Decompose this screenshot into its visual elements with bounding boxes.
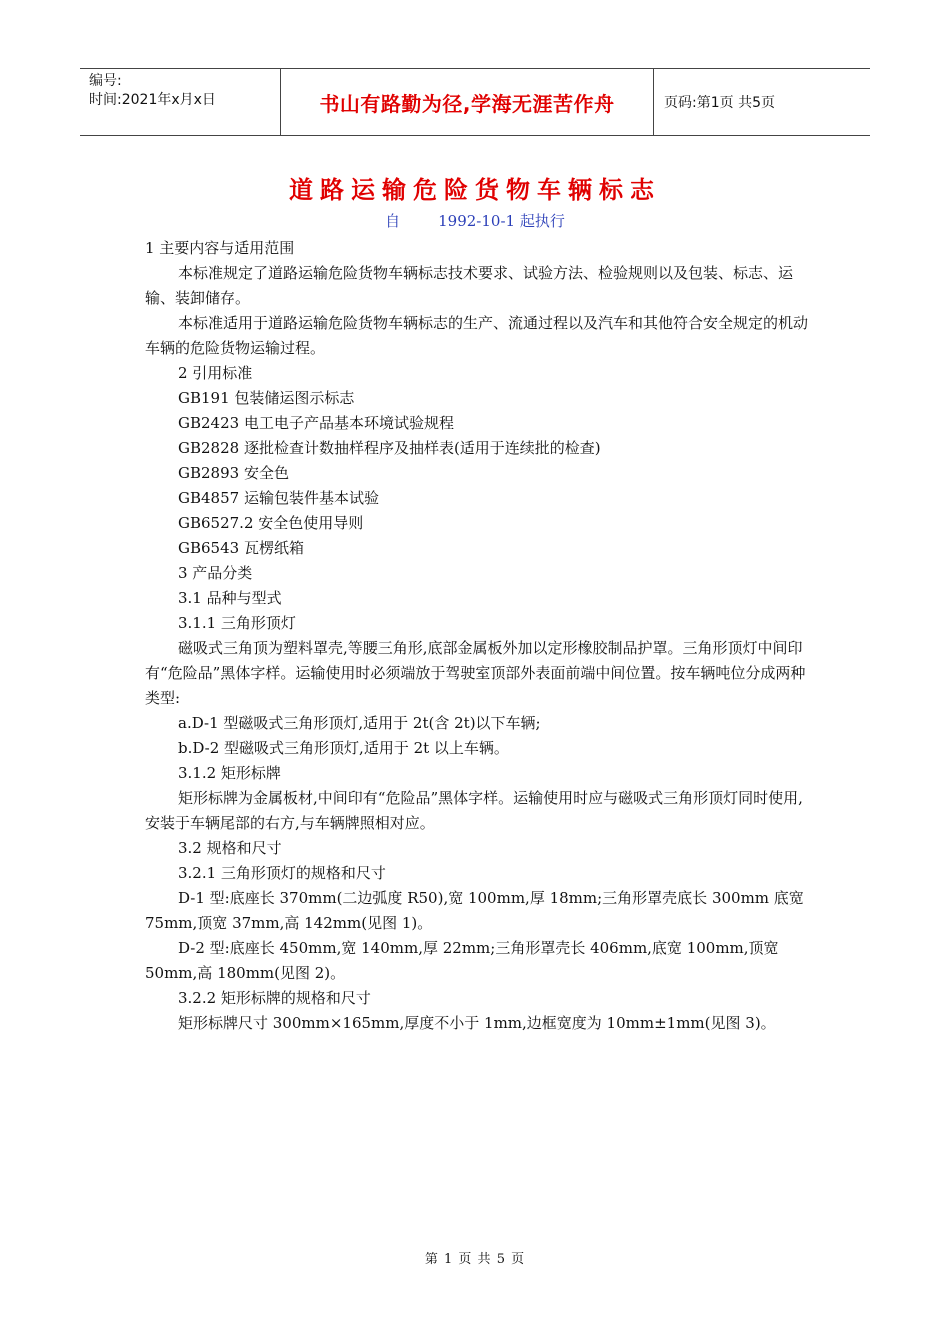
body-paragraph: b.D-2 型磁吸式三角形顶灯,适用于 2t 以上车辆。 xyxy=(178,739,509,757)
header-meta xyxy=(80,69,281,135)
body-paragraph: 3.1.2 矩形标牌 xyxy=(178,764,281,782)
body-paragraph: 3.1 品种与型式 xyxy=(178,589,282,607)
body-paragraph: GB6527.2 安全色使用导则 xyxy=(178,514,364,532)
body-paragraph: GB4857 运输包装件基本试验 xyxy=(178,489,379,507)
document-body xyxy=(145,236,810,1036)
body-paragraph: GB2423 电工电子产品基本环境试验规程 xyxy=(178,414,454,432)
body-paragraph: 3.2.2 矩形标牌的规格和尺寸 xyxy=(178,989,371,1007)
body-paragraph: GB2828 逐批检查计数抽样程序及抽样表(适用于连续批的检查) xyxy=(178,439,601,457)
document-title: 道路运输危险货物车辆标志 xyxy=(289,176,661,204)
header-motto: 书山有路勤为径,学海无涯苦作舟 xyxy=(281,69,654,135)
body-paragraph: 本标准规定了道路运输危险货物车辆标志技术要求、试验方法、检验规则以及包装、标志、运输、装卸储存。 xyxy=(145,264,794,307)
body-paragraph: 3.2.1 三角形顶灯的规格和尺寸 xyxy=(178,864,386,882)
body-paragraph: 1 主要内容与适用范围 xyxy=(145,239,295,257)
page-footer: 第 1 页 共 5 页 xyxy=(424,1252,526,1267)
body-paragraph: D-1 型:底座长 370mm(二边弧度 R50),宽 100mm,厚 18mm;三角形罩壳底长 300mm 底宽 75mm,顶宽 37mm,高 142mm(见图 1)。 xyxy=(145,889,804,932)
body-paragraph: GB2893 安全色 xyxy=(178,464,289,482)
document-number-label: 编号: xyxy=(89,73,122,89)
body-paragraph: 2 引用标准 xyxy=(178,364,253,382)
body-paragraph: GB6543 瓦楞纸箱 xyxy=(178,539,304,557)
body-paragraph: GB191 包装储运图示标志 xyxy=(178,389,355,407)
document-date: 时间:2021年x月x日 xyxy=(89,92,216,108)
body-paragraph: 本标准适用于道路运输危险货物车辆标志的生产、流通过程以及汽车和其他符合安全规定的机动车辆的危险货物运输过程。 xyxy=(145,314,809,357)
body-paragraph: D-2 型:底座长 450mm,宽 140mm,厚 22mm;三角形罩壳长 406mm,底宽 100mm,顶宽 50mm,高 180mm(见图 2)。 xyxy=(145,939,779,982)
page-header xyxy=(80,68,870,136)
body-paragraph: 磁吸式三角顶为塑料罩壳,等腰三角形,底部金属板外加以定形橡胶制品护罩。三角形顶灯中间印有“危险品”黑体字样。运输使用时必须端放于驾驶室顶部外表面前端中间位置。按车辆吨位分成两种类型: xyxy=(145,639,806,707)
body-paragraph: a.D-1 型磁吸式三角形顶灯,适用于 2t(含 2t)以下车辆; xyxy=(178,714,541,732)
effective-prefix: 自 xyxy=(385,212,401,230)
body-paragraph: 3.2 规格和尺寸 xyxy=(178,839,282,857)
body-paragraph: 3 产品分类 xyxy=(178,564,253,582)
body-paragraph: 3.1.1 三角形顶灯 xyxy=(178,614,296,632)
effective-date: 1992-10-1 xyxy=(438,212,516,230)
body-paragraph: 矩形标牌尺寸 300mm×165mm,厚度不小于 1mm,边框宽度为 10mm±1mm(见图 3)。 xyxy=(178,1014,776,1032)
body-paragraph: 矩形标牌为金属板材,中间印有“危险品”黑体字样。运输使用时应与磁吸式三角形顶灯同时使用,安装于车辆尾部的右方,与车辆牌照相对应。 xyxy=(145,789,803,832)
effective-date-line xyxy=(0,210,950,231)
effective-suffix: 起执行 xyxy=(519,212,565,230)
header-page-info: 页码:第1页 共5页 xyxy=(664,95,775,111)
